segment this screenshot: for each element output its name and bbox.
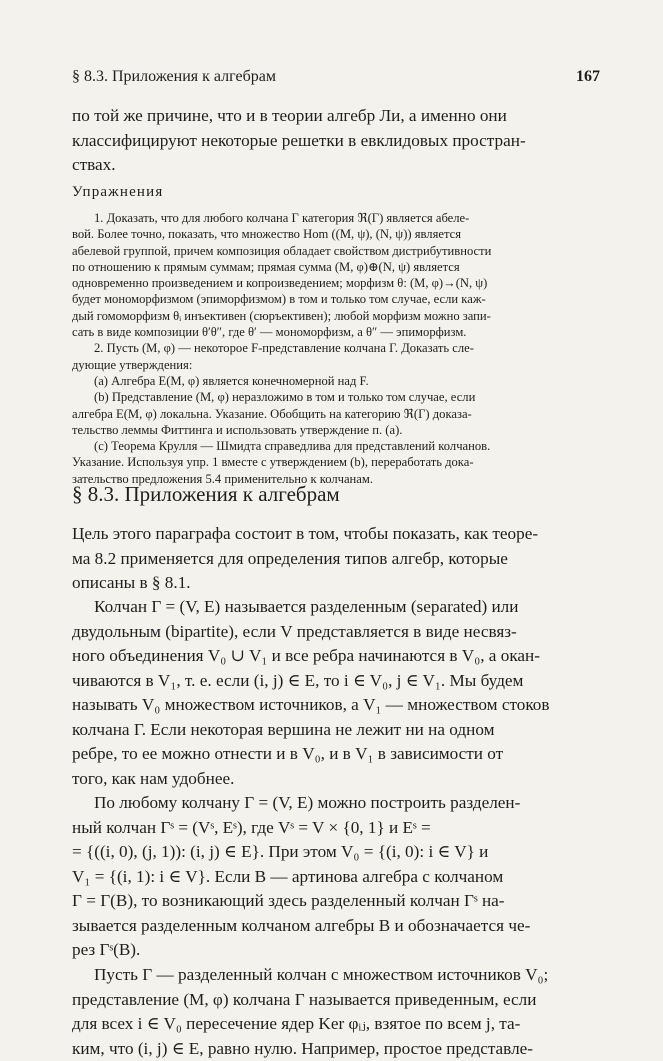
running-header <box>72 68 600 86</box>
exercise-2a: (a) Алгебра E(M, φ) является конечномерной над F. <box>94 373 369 388</box>
exercise-1: 1. Доказать, что для любого колчана Γ категория ℜ(Γ) является абеле- вой. Более точно, показать, что множество Hom ((M, ψ), (N, ψ)) является абелевой группой, причем композиция обладает свойством дистрибутивности по отношению к прямым суммам; прямая сумма (M, φ)⊕(N, ψ) является одновременно произведением и копроизведением; морфизм θ: (M, φ)→(N, ψ) будет мономорфизмом (эпиморфизмом) в том и только том случае, если каж- дый гомоморфизм θᵢ инъективен (сюръективен); любой морфизм можно запи- сать в виде композиции θ′θ″, где θ′ — мономорфизм, а θ″ — эпиморфизм. <box>72 211 492 340</box>
header-title: § 8.3. Приложения к алгебрам <box>72 68 276 85</box>
exercises-list <box>72 210 600 487</box>
text-line: ствах. <box>72 155 116 174</box>
paragraph-2: Колчан Γ = (V, E) называется разделенным (separated) или двудольным (bipartite), если V представляется в виде несвяз- ного объединения V₀ ∪ V₁ и все ребра начинаются в V₀, а окан- чиваются в V₁, т. е. если (i, j) ∈ E, то i ∈ V₀, j ∈ V₁. Мы будем называть V₀ множеством источников, а V₁ — множеством стоков колчана Γ. Если некоторая вершина не лежит ни на одном ребре, то ее можно отнести и в V₀, и в V₁ в зависимости от того, как нам удобнее. <box>72 597 550 788</box>
exercise-2: 2. Пусть (M, φ) — некоторое F-представление колчана Γ. Доказать сле- дующие утверждения: <box>72 341 474 372</box>
exercise-2b: (b) Представление (M, φ) неразложимо в том и только том случае, если алгебра E(M, φ) локальна. Указание. Обобщить на категорию ℜ(Γ) доказа- тельство леммы Фиттинга и использовать утверждение п. (a). <box>72 390 476 437</box>
page-number: 167 <box>576 68 600 85</box>
intro-paragraph <box>72 104 600 178</box>
exercise-2c: (c) Теорема Крулля — Шмидта справедлива для представлений колчанов. Указание. Используя упр. 1 вместе с утверждением (b), переработать дока- зательство предложения 5.4 применительно к колчанам. <box>72 439 491 486</box>
paragraph-3: По любому колчану Γ = (V, E) можно построить разделен- ный колчан Γˢ = (Vˢ, Eˢ), где Vˢ = V × {0, 1} и Eˢ = = {((i, 0), (j, 1)): (i, j) ∈ E}. При этом V₀ = {(i, 0): i ∈ V} и V₁ = {(i, 1): i ∈ V}. Если B — артинова алгебра с колчаном Γ = Γ(B), то возникающий здесь разделенный колчан Γˢ на- зывается разделенным колчаном алгебры B и обозначается че- рез Γˢ(B). <box>72 793 531 959</box>
paragraph-4: Пусть Γ — разделенный колчан с множеством источников V₀; представление (M, φ) колчана Γ называется приведенным, если для всех i ∈ V₀ пересечение ядер Ker φᵢⱼ, взятое по всем j, та- ким, что (i, j) ∈ E, равно нулю. Например, простое представле- <box>72 965 549 1058</box>
section-title: § 8.3. Приложения к алгебрам <box>72 482 340 506</box>
text-line: по той же причине, что и в теории алгебр Ли, а именно они <box>72 106 507 125</box>
exercises-heading: Упражнения <box>72 184 164 200</box>
text-line: классифицируют некоторые решетки в евклидовых простран- <box>72 130 526 150</box>
paragraph-1: Цель этого параграфа состоит в том, чтобы показать, как теоре- ма 8.2 применяется для определения типов алгебр, которые описаны в § 8.1. <box>72 524 539 592</box>
